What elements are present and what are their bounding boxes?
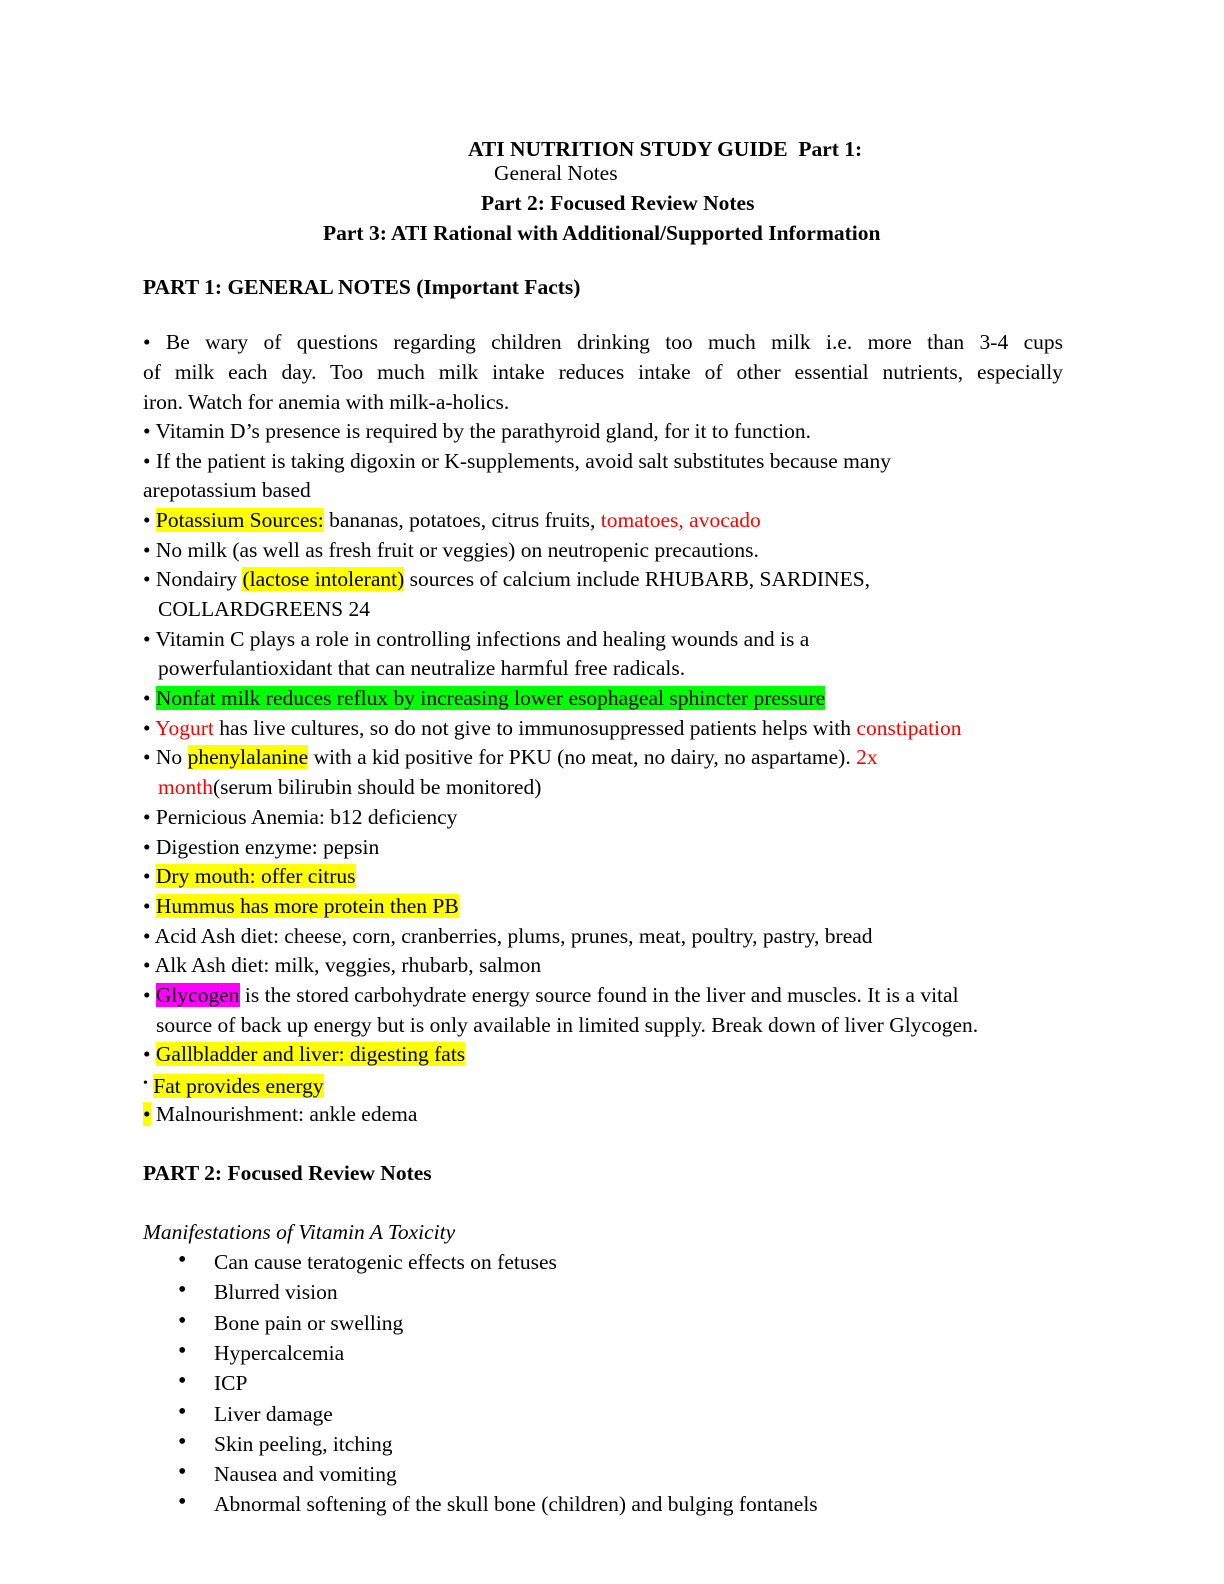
list-item: Hypercalcemia bbox=[214, 1340, 345, 1365]
doc-title: ATI NUTRITION STUDY GUIDE Part 1: bbox=[468, 137, 863, 161]
pku-red: 2x bbox=[856, 745, 878, 769]
potassium-label: Potassium Sources: bbox=[155, 508, 324, 532]
nonfat-item: • Nonfat milk reduces reflux by increasing lower esophageal sphincter pressure bbox=[143, 686, 826, 710]
digestion-item: • Digestion enzyme: pepsin bbox=[143, 835, 380, 859]
vitamin-c-continued: powerfulantioxidant that can neutralize harmful free radicals. bbox=[158, 656, 686, 680]
milk-line-3: iron. Watch for anemia with milk-a-holics. bbox=[143, 390, 510, 414]
potassium-red: tomatoes, avocado bbox=[600, 508, 761, 532]
pku-item: • No phenylalanine with a kid positive for PKU (no meat, no dairy, no aspartame). 2x bbox=[143, 745, 878, 769]
list-item: Liver damage bbox=[214, 1401, 333, 1426]
lactose-highlight: (lactose intolerant) bbox=[242, 567, 405, 591]
list-item: Abnormal softening of the skull bone (children) and bulging fontanels bbox=[214, 1492, 818, 1517]
list-bullet: • bbox=[178, 1337, 187, 1364]
doc-subtitle-part3: Part 3: ATI Rational with Additional/Supported Information bbox=[323, 221, 881, 245]
milk-line-1: • Be wary of questions regarding children drinking too much milk i.e. more than 3-4 cups bbox=[143, 330, 1063, 354]
list-bullet: • bbox=[178, 1459, 187, 1486]
digoxin-line-2: arepotassium based bbox=[143, 478, 311, 502]
list-bullet: • bbox=[178, 1489, 187, 1516]
list-bullet: • bbox=[178, 1398, 187, 1425]
constipation-red: constipation bbox=[856, 716, 962, 740]
list-bullet: • bbox=[178, 1277, 187, 1304]
nondairy-continued: COLLARDGREENS 24 bbox=[158, 597, 371, 621]
fat-item: • Fat provides energy bbox=[143, 1074, 324, 1098]
hummus-item: • Hummus has more protein then PB bbox=[143, 894, 459, 918]
list-bullet: • bbox=[178, 1307, 187, 1334]
bullet: • bbox=[143, 508, 151, 532]
vitamin-d-item: • Vitamin D’s presence is required by the parathyroid gland, for it to function. bbox=[143, 419, 811, 443]
list-bullet: • bbox=[178, 1247, 187, 1273]
yogurt-item: • Yogurt has live cultures, so do not give to immunosuppressed patients helps with constipation bbox=[143, 716, 962, 740]
dry-mouth-item: • Dry mouth: offer citrus bbox=[143, 864, 356, 888]
part1-heading: PART 1: GENERAL NOTES (Important Facts) bbox=[143, 275, 581, 299]
pku-continued: month(serum bilirubin should be monitored) bbox=[158, 775, 542, 799]
list-item: Blurred vision bbox=[214, 1280, 338, 1305]
alk-ash-item: • Alk Ash diet: milk, veggies, rhubarb, salmon bbox=[143, 953, 542, 977]
list-item: Skin peeling, itching bbox=[214, 1431, 393, 1456]
phenylalanine-highlight: phenylalanine bbox=[187, 745, 309, 769]
malnourishment-item: • Malnourishment: ankle edema bbox=[143, 1102, 418, 1126]
list-bullet: • bbox=[178, 1368, 187, 1395]
list-item: Bone pain or swelling bbox=[214, 1310, 404, 1335]
vitamin-c-item: • Vitamin C plays a role in controlling infections and healing wounds and is a bbox=[143, 627, 810, 651]
doc-subtitle-part2: Part 2: Focused Review Notes bbox=[481, 191, 755, 215]
glycogen-item: • Glycogen is the stored carbohydrate energy source found in the liver and muscles. It is a vital bbox=[143, 983, 959, 1007]
acid-ash-item: • Acid Ash diet: cheese, corn, cranberries, plums, prunes, meat, poultry, pastry, bread bbox=[143, 924, 873, 948]
list-item: Can cause teratogenic effects on fetuses bbox=[214, 1250, 557, 1274]
part2-heading: PART 2: Focused Review Notes bbox=[143, 1161, 432, 1185]
list-item: ICP bbox=[214, 1371, 248, 1396]
list-item: Nausea and vomiting bbox=[214, 1462, 397, 1487]
yogurt-red: Yogurt bbox=[155, 716, 214, 740]
glycogen-continued: source of back up energy but is only available in limited supply. Break down of liver Glycogen. bbox=[156, 1013, 979, 1037]
potassium-item bbox=[143, 505, 761, 535]
potassium-text: bananas, potatoes, citrus fruits, bbox=[323, 508, 601, 532]
milk-line-2: of milk each day. Too much milk intake reduces intake of other essential nutrients, especially bbox=[143, 360, 1063, 384]
digoxin-line-1: • If the patient is taking digoxin or K-supplements, avoid salt substitutes because many bbox=[143, 449, 891, 473]
list-bullet: • bbox=[178, 1428, 187, 1455]
gallbladder-item: • Gallbladder and liver: digesting fats bbox=[143, 1042, 466, 1066]
neutropenic-item: • No milk (as well as fresh fruit or veggies) on neutropenic precautions. bbox=[143, 538, 759, 562]
nonfat-highlight: Nonfat milk reduces reflux by increasing lower esophageal sphincter pressure bbox=[155, 686, 826, 710]
vitamin-a-subheading: Manifestations of Vitamin A Toxicity bbox=[143, 1220, 456, 1244]
glycogen-highlight: Glycogen bbox=[155, 983, 240, 1007]
pernicious-item: • Pernicious Anemia: b12 deficiency bbox=[143, 805, 458, 829]
doc-subtitle-general-notes: General Notes bbox=[494, 161, 618, 185]
nondairy-item: • Nondairy (lactose intolerant) sources of calcium include RHUBARB, SARDINES, bbox=[143, 567, 871, 591]
